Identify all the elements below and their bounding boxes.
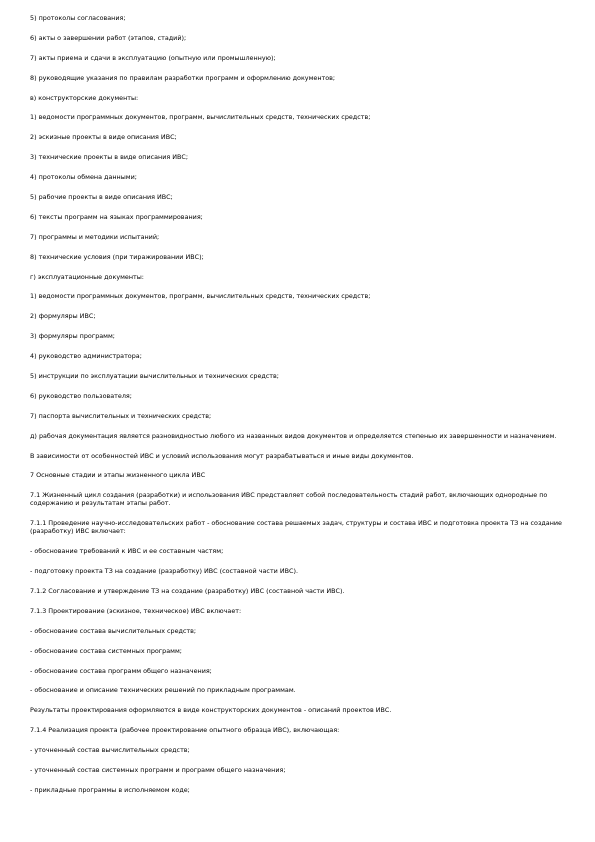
paragraph: - обоснование требований к ИВС и ее составным частям; <box>30 547 224 556</box>
paragraph: 7.1.2 Согласование и утверждение ТЗ на создание (разработку) ИВС (составной части ИВС). <box>30 586 345 595</box>
paragraph: 6) акты о завершении работ (этапов, стадий); <box>30 33 187 42</box>
paragraph: 2) эскизные проекты в виде описания ИВС; <box>30 133 177 142</box>
paragraph: 3) формуляры программ; <box>30 332 115 341</box>
paragraph: 3) технические проекты в виде описания ИВС; <box>30 153 189 162</box>
paragraph: 5) рабочие проекты в виде описания ИВС; <box>30 193 173 202</box>
paragraph: 1) ведомости программных документов, программ, вычислительных средств, технических средств; <box>30 292 371 301</box>
paragraph: - обоснование состава программ общего назначения; <box>30 666 212 675</box>
paragraph: 7.1.1 Проведение научно-исследовательских работ - обоснование состава решаемых задач, структуры и состава ИВС и подготовка проекта ТЗ на создание (разработку) ИВС включает: <box>30 519 562 536</box>
paragraph: 5) инструкции по эксплуатации вычислительных и технических средств; <box>30 372 279 381</box>
paragraph: - подготовку проекта ТЗ на создание (разработку) ИВС (составной части ИВС). <box>30 567 299 576</box>
paragraph: - уточненный состав системных программ и программ общего назначения; <box>30 765 286 774</box>
paragraph: - обоснование и описание технических решений по прикладным программам. <box>30 686 296 695</box>
paragraph: 8) технические условия (при тиражировании ИВС); <box>30 252 204 261</box>
paragraph: 6) тексты программ на языках программирования; <box>30 212 203 221</box>
paragraph: 7.1.4 Реализация проекта (рабочее проектирование опытного образца ИВС), включающая: <box>30 726 340 735</box>
paragraph: 7.1.3 Проектирование (эскизное, техническое) ИВС включает: <box>30 606 242 615</box>
document-body <box>30 14 566 806</box>
paragraph: 7) паспорта вычислительных и технических средств; <box>30 411 212 420</box>
paragraph: 7) программы и методики испытаний; <box>30 232 160 241</box>
paragraph: Результаты проектирования оформляются в виде конструкторских документов - описаний проектов ИВС. <box>30 706 392 715</box>
paragraph: 7 Основные стадии и этапы жизненного цикла ИВС <box>30 471 206 480</box>
paragraph: 1) ведомости программных документов, программ, вычислительных средств, технических средств; <box>30 113 371 122</box>
paragraph: 5) протоколы согласования; <box>30 14 126 22</box>
paragraph: - уточненный состав вычислительных средств; <box>30 746 190 755</box>
paragraph: В зависимости от особенностей ИВС и условий использования могут разрабатываться и иные виды документов. <box>30 451 414 460</box>
paragraph: 7) акты приема и сдачи в эксплуатацию (опытную или промышленную); <box>30 53 276 62</box>
paragraph: 4) руководство администратора; <box>30 352 142 361</box>
paragraph: 4) протоколы обмена данными; <box>30 173 137 182</box>
paragraph: в) конструкторские документы: <box>30 93 139 102</box>
paragraph: - обоснование состава системных программ; <box>30 646 182 655</box>
paragraph: - прикладные программы в исполняемом коде; <box>30 785 190 794</box>
paragraph: 8) руководящие указания по правилам разработки программ и оформлению документов; <box>30 73 336 82</box>
paragraph: д) рабочая документация является разновидностью любого из названных видов документов и определяется степенью их завершенности и назначением. <box>30 431 557 440</box>
paragraph: г) эксплуатационные документы: <box>30 272 144 281</box>
paragraph: 2) формуляры ИВС; <box>30 312 96 321</box>
paragraph: 7.1 Жизненный цикл создания (разработки) и использования ИВС представляет собой последовательность стадий работ, включающих однородные по содержанию и результатам этапы работ. <box>30 491 548 508</box>
paragraph: 6) руководство пользователя; <box>30 391 132 400</box>
paragraph: - обоснование состава вычислительных средств; <box>30 626 197 635</box>
